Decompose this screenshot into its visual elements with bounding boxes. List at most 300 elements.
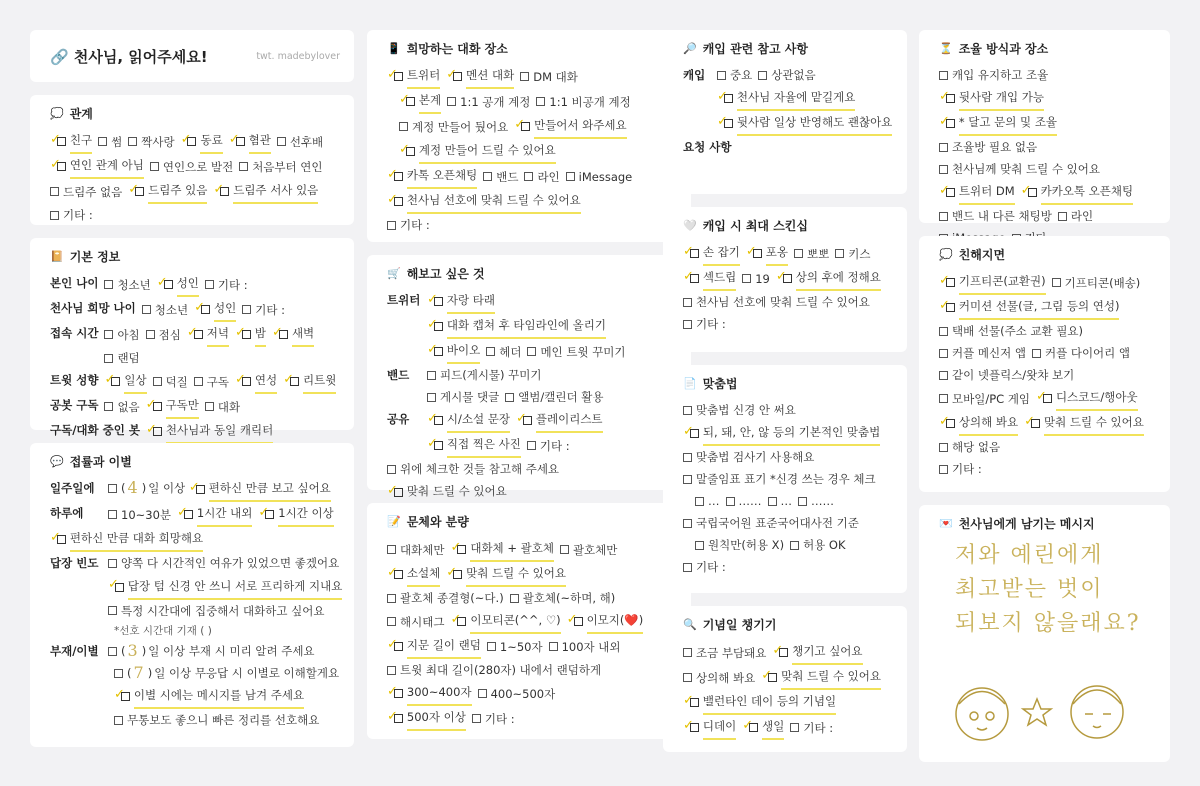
checkbox-item[interactable] [450, 537, 554, 562]
item-text: 라인 [537, 169, 560, 184]
checkbox-item[interactable] [235, 322, 266, 347]
section-title: 조율 방식과 장소 [958, 42, 1049, 56]
checkbox-item[interactable] [239, 154, 322, 179]
checkbox-item[interactable] [939, 320, 1083, 342]
checkbox-item[interactable] [128, 129, 174, 154]
item-text: 게시물 댓글 [440, 390, 500, 404]
checkbox-item[interactable] [446, 64, 514, 89]
checkbox-item[interactable] [520, 64, 578, 89]
check-mark-icon: ✓ [194, 299, 206, 315]
checkbox-item[interactable] [181, 129, 223, 154]
checkbox[interactable] [104, 280, 113, 289]
checkbox-item[interactable] [939, 411, 1018, 436]
option-row [939, 386, 1156, 411]
checkbox[interactable] [798, 497, 807, 506]
checkbox[interactable] [486, 347, 495, 356]
checkbox[interactable] [108, 559, 117, 568]
checkbox[interactable] [683, 406, 692, 415]
checkbox-item[interactable] [683, 640, 766, 665]
checkbox-item[interactable] [1058, 205, 1093, 227]
checkbox-item[interactable] [567, 609, 644, 634]
checkbox[interactable] [683, 673, 692, 682]
checkbox-item[interactable] [387, 706, 466, 731]
checkbox-item[interactable] [939, 386, 1030, 411]
checkbox-item[interactable] [50, 154, 144, 179]
checkbox-item[interactable] [157, 272, 199, 297]
checkbox[interactable] [683, 298, 692, 307]
doodle-illustration [937, 674, 1157, 754]
checkbox-item[interactable] [527, 339, 625, 364]
checkbox-item[interactable] [272, 322, 314, 347]
checkbox-item[interactable] [50, 204, 93, 226]
checkbox[interactable] [524, 172, 533, 181]
checkbox-item[interactable] [758, 64, 815, 86]
checkbox-item[interactable] [104, 322, 139, 347]
item-text: 청소년 [154, 302, 189, 317]
checkbox-item[interactable] [104, 369, 146, 394]
item-text: 캐입 유지하고 조율 [952, 68, 1049, 82]
checkbox[interactable] [104, 402, 113, 411]
row-label: 일주일에 [50, 481, 95, 495]
checkbox-item[interactable] [387, 562, 440, 587]
checkbox-item[interactable] [108, 502, 171, 527]
relationship-card [30, 95, 354, 225]
checkbox[interactable] [108, 606, 117, 615]
option-row [387, 681, 677, 706]
checkbox[interactable] [794, 249, 803, 258]
option-row [939, 295, 1156, 320]
option-row [387, 314, 677, 339]
checkbox[interactable] [758, 71, 767, 80]
checkbox[interactable] [726, 497, 735, 506]
checkbox-item[interactable] [213, 179, 318, 204]
checkbox[interactable] [683, 519, 692, 528]
checkbox-item[interactable] [516, 408, 603, 433]
check-mark-icon: ✓ [515, 410, 527, 426]
checkbox[interactable] [277, 137, 286, 146]
checkbox[interactable] [205, 280, 214, 289]
checkbox-item[interactable] [387, 164, 477, 189]
checkbox-item[interactable] [487, 634, 543, 659]
checkbox-item[interactable] [746, 241, 788, 266]
checkbox-item[interactable] [683, 446, 814, 468]
checkbox-item[interactable] [1036, 386, 1138, 411]
checkbox-item[interactable] [104, 394, 139, 419]
checkbox-item[interactable] [514, 114, 626, 139]
checkbox[interactable] [939, 165, 948, 174]
checkbox[interactable] [387, 465, 396, 474]
checkbox[interactable] [566, 172, 575, 181]
checkbox[interactable] [399, 122, 408, 131]
checkbox-item[interactable] [717, 86, 855, 111]
checkbox-item[interactable] [776, 266, 881, 291]
checkbox-item[interactable] [478, 681, 556, 706]
checkbox-item[interactable] [683, 291, 870, 313]
checkbox-item[interactable] [128, 179, 207, 204]
checkbox-item[interactable] [505, 386, 603, 408]
checkbox-item[interactable] [258, 502, 333, 527]
checkbox-item[interactable] [50, 179, 122, 204]
checkbox-item[interactable] [683, 421, 880, 446]
checkbox[interactable] [239, 162, 248, 171]
checkbox-item[interactable] [153, 369, 188, 394]
checkbox[interactable] [520, 72, 529, 81]
checkbox-item[interactable] [683, 715, 736, 740]
row-label: 구독/대화 중인 봇 [50, 423, 140, 437]
option-row [683, 64, 893, 86]
checkbox-item[interactable] [427, 339, 480, 364]
option-row [939, 458, 1156, 480]
option-row [387, 408, 677, 433]
checkbox-item[interactable] [177, 502, 252, 527]
checkbox-item[interactable] [695, 534, 784, 556]
checkbox-item[interactable] [194, 297, 236, 322]
checkbox-item[interactable] [790, 715, 833, 740]
checkbox-item[interactable] [146, 322, 181, 347]
checkbox-item[interactable] [387, 480, 507, 505]
checkbox[interactable] [146, 330, 155, 339]
checkbox-item[interactable] [794, 241, 829, 266]
checkbox-item[interactable] [939, 295, 1119, 320]
checkbox[interactable] [387, 545, 396, 554]
checkbox[interactable] [50, 187, 59, 196]
checkbox[interactable] [790, 723, 799, 732]
checkbox-item[interactable] [939, 205, 1052, 227]
checkbox[interactable] [114, 669, 123, 678]
checkbox-item[interactable] [695, 490, 720, 512]
checkbox-item[interactable] [387, 634, 481, 659]
checkbox-item[interactable] [683, 241, 740, 266]
item-text: …… [738, 494, 762, 508]
checkbox-item[interactable] [742, 715, 784, 740]
checkbox[interactable] [560, 545, 569, 554]
item-text: 손 잡기 [703, 241, 740, 266]
item-text: 1~50자 [499, 639, 543, 654]
checkbox[interactable] [427, 371, 436, 380]
option-row [683, 640, 893, 665]
checkbox-item[interactable] [483, 164, 518, 189]
checkbox-item[interactable] [772, 640, 862, 665]
checkbox-item[interactable] [450, 609, 560, 634]
item-text: 되, 돼, 안, 않 등의 기본적인 맞춤법 [703, 421, 880, 446]
checkbox-item[interactable] [387, 189, 581, 214]
checkbox-item[interactable] [939, 136, 1037, 158]
checkbox[interactable] [742, 274, 751, 283]
checkbox-item[interactable] [939, 158, 1100, 180]
item-text: 맞춤법 검사기 사용해요 [696, 450, 815, 464]
checkbox-item[interactable] [683, 690, 836, 715]
checkbox-item[interactable] [683, 266, 736, 291]
checkbox[interactable] [242, 305, 251, 314]
checkbox-item[interactable] [283, 369, 336, 394]
checkbox[interactable] [939, 349, 948, 358]
checkbox-item[interactable] [242, 297, 285, 322]
checkbox-item[interactable] [427, 314, 606, 339]
checkbox[interactable] [939, 212, 948, 221]
checkbox-item[interactable] [229, 129, 271, 154]
checkbox-item[interactable] [939, 270, 1046, 295]
checkbox[interactable] [104, 354, 113, 363]
checkbox[interactable] [939, 465, 948, 474]
checkbox-item[interactable] [549, 634, 621, 659]
item-text: 썸 [111, 134, 123, 149]
item-text: 괄호체만 [572, 542, 618, 557]
check-mark-icon: ✓ [114, 686, 125, 702]
checkbox[interactable] [194, 377, 203, 386]
checkbox-item[interactable] [939, 364, 1074, 386]
checkbox[interactable] [114, 716, 123, 725]
checkbox-item[interactable] [427, 408, 510, 433]
checkbox-item[interactable] [510, 587, 616, 609]
item-text: * 달고 문의 및 조율 [959, 111, 1057, 136]
checkbox[interactable] [527, 441, 536, 450]
checkbox-item[interactable] [683, 512, 859, 534]
row-label: 본인 나이 [50, 276, 99, 290]
checkbox-item[interactable] [387, 609, 444, 634]
checkbox-item[interactable] [798, 490, 834, 512]
option-row [683, 86, 893, 111]
checkbox[interactable] [108, 647, 117, 656]
checkbox-item[interactable] [104, 272, 150, 297]
checkbox-item[interactable] [142, 297, 188, 322]
checkbox-item[interactable] [536, 89, 630, 114]
checkbox[interactable] [387, 594, 396, 603]
check-mark-icon: ✓ [235, 324, 246, 340]
checkbox-item[interactable] [726, 490, 762, 512]
item-text: 없음 [117, 399, 140, 414]
checkbox-item[interactable] [717, 111, 892, 136]
checkbox-item[interactable] [235, 369, 277, 394]
checkbox[interactable] [939, 143, 948, 152]
checkbox-item[interactable] [486, 339, 521, 364]
checkbox-item[interactable] [939, 436, 1000, 458]
item-text: 동료 [200, 129, 222, 154]
option-row [683, 421, 893, 446]
checkbox[interactable] [108, 484, 117, 493]
check-mark-icon: ✓ [745, 243, 757, 259]
checkbox[interactable] [536, 97, 545, 106]
checkbox-item[interactable] [939, 342, 1026, 364]
checkbox-item[interactable] [146, 419, 273, 444]
option-row [939, 411, 1156, 436]
checkbox-item[interactable] [683, 665, 755, 690]
checkbox[interactable] [387, 221, 396, 230]
checkbox-item[interactable] [194, 369, 229, 394]
checkbox-item[interactable] [427, 386, 499, 408]
checkbox[interactable] [790, 541, 799, 550]
checkbox-item[interactable] [939, 180, 1015, 205]
checkbox-item[interactable] [683, 556, 726, 578]
checkbox-item[interactable] [187, 322, 229, 347]
checkbox-item[interactable] [387, 587, 504, 609]
checkbox[interactable] [505, 393, 514, 402]
skinship-card [663, 207, 907, 352]
checkbox-item[interactable] [50, 129, 92, 154]
checkbox[interactable] [478, 689, 487, 698]
checkbox-item[interactable] [1032, 342, 1130, 364]
option-row [50, 204, 340, 226]
checkbox[interactable] [939, 443, 948, 452]
checkbox-item[interactable] [427, 364, 542, 386]
checkbox-item[interactable] [566, 164, 633, 189]
checkbox[interactable] [835, 249, 844, 258]
option-row [939, 364, 1156, 386]
checkbox[interactable] [387, 666, 396, 675]
checkbox-item[interactable] [98, 129, 122, 154]
checkbox-item[interactable] [446, 562, 566, 587]
item-text: 해시태그 [400, 614, 445, 629]
checkbox[interactable] [695, 497, 704, 506]
item-text: 일 이상 부재 시 미리 알려 주세요 [148, 644, 315, 658]
checkbox-item[interactable] [1021, 180, 1133, 205]
checkbox[interactable] [683, 475, 692, 484]
checkbox-item[interactable] [277, 129, 323, 154]
check-mark-icon: ✓ [387, 482, 398, 498]
checkbox[interactable] [427, 393, 436, 402]
checkbox-item[interactable] [939, 64, 1048, 86]
item-text: 무통보도 좋으니 빠른 정리를 선호해요 [127, 713, 320, 727]
checkbox[interactable] [510, 594, 519, 603]
absence-value: 3 [127, 641, 140, 660]
checkbox[interactable] [549, 642, 558, 651]
checkbox[interactable] [472, 714, 481, 723]
checkbox-item[interactable] [146, 394, 199, 419]
checkbox[interactable] [205, 402, 214, 411]
checkbox-item[interactable] [387, 214, 430, 236]
checkbox-item[interactable] [150, 154, 233, 179]
checkbox[interactable] [50, 211, 59, 220]
item-text: 1시간 내외 [197, 502, 252, 527]
checkbox[interactable] [939, 371, 948, 380]
option-row [387, 537, 677, 562]
checkbox-item[interactable] [399, 114, 508, 139]
check-mark-icon: ✓ [427, 410, 438, 426]
item-text: 1:1 비공개 계정 [549, 94, 631, 109]
item-text: 상의해 봐요 [959, 411, 1018, 436]
item-text: 편하신 만큼 대화 희망해요 [70, 527, 203, 552]
checkbox-item[interactable] [683, 313, 726, 335]
row-label: 공유 [387, 412, 410, 426]
checkbox-item[interactable] [560, 537, 617, 562]
checkbox[interactable] [1032, 349, 1041, 358]
checkbox-item[interactable] [427, 433, 521, 458]
checkbox-item[interactable] [939, 111, 1057, 136]
checkbox-item[interactable] [1024, 411, 1144, 436]
item-text: 기프티콘(배송) [1064, 275, 1141, 290]
checkbox[interactable] [527, 347, 536, 356]
hourglass-icon: ⏳ [939, 42, 953, 55]
checkbox[interactable] [717, 71, 726, 80]
checkbox-item[interactable] [114, 709, 319, 731]
checkbox[interactable] [683, 320, 692, 329]
checkbox-item[interactable] [399, 89, 441, 114]
option-row [939, 436, 1156, 458]
checkbox-item[interactable] [387, 537, 444, 562]
checkbox[interactable] [1052, 278, 1061, 287]
checkbox[interactable] [108, 510, 117, 519]
checkbox-item[interactable] [790, 534, 845, 556]
checkbox-item[interactable] [205, 394, 240, 419]
checkbox-item[interactable] [399, 139, 556, 164]
checkbox[interactable] [939, 71, 948, 80]
item-text: DM 대화 [533, 69, 578, 84]
checkbox-item[interactable] [835, 241, 870, 266]
checkbox-item[interactable] [472, 706, 515, 731]
check-mark-icon: ✓ [258, 504, 270, 520]
checkbox[interactable] [683, 563, 692, 572]
checkbox[interactable] [939, 327, 948, 336]
checkbox-item[interactable] [104, 347, 139, 369]
checkbox-item[interactable] [108, 575, 342, 600]
row-label: 접속 시간 [50, 326, 99, 340]
checkbox[interactable] [683, 453, 692, 462]
checkbox[interactable] [683, 648, 692, 657]
item-text: 멘션 대화 [466, 64, 514, 89]
checkbox[interactable] [128, 137, 137, 146]
checkbox[interactable] [150, 162, 159, 171]
checkbox[interactable] [487, 642, 496, 651]
checkbox[interactable] [695, 541, 704, 550]
checkbox-item[interactable] [108, 552, 339, 574]
checkbox[interactable] [1058, 212, 1067, 221]
checkbox[interactable] [447, 97, 456, 106]
option-row [387, 433, 677, 458]
checkbox[interactable] [768, 497, 777, 506]
checkbox-item[interactable] [205, 272, 248, 297]
checkbox[interactable] [104, 330, 113, 339]
checkbox-item[interactable] [742, 266, 770, 291]
checkbox-item[interactable] [387, 64, 440, 89]
checkbox[interactable] [153, 377, 162, 386]
checkbox-item[interactable] [427, 289, 495, 314]
check-mark-icon: ✓ [427, 341, 438, 357]
checkbox-item[interactable] [717, 64, 752, 86]
item-text: 기타 : [952, 462, 982, 476]
checkbox-item[interactable] [768, 490, 793, 512]
item-text: 10~30분 [121, 507, 172, 522]
checkbox-item[interactable] [524, 164, 559, 189]
checkbox-item[interactable] [761, 665, 881, 690]
checkbox[interactable] [142, 305, 151, 314]
checkbox-item[interactable] [939, 86, 1044, 111]
memo-icon: 📝 [387, 515, 401, 528]
item-text: 구독만 [166, 394, 199, 419]
section-title: 희망하는 대화 장소 [406, 42, 508, 56]
checkbox-item[interactable] [939, 458, 982, 480]
checkbox-item[interactable] [527, 433, 570, 458]
checkbox-item[interactable] [387, 659, 601, 681]
checkbox-item[interactable] [447, 89, 530, 114]
check-mark-icon: ✓ [50, 156, 61, 172]
checkbox[interactable] [483, 172, 492, 181]
checkbox-item[interactable] [683, 399, 796, 421]
checkbox-item[interactable] [387, 681, 472, 706]
option-row [387, 386, 677, 408]
check-mark-icon: ✓ [717, 113, 728, 129]
checkbox[interactable] [939, 394, 948, 403]
checkbox[interactable] [98, 137, 107, 146]
checkbox-item[interactable] [108, 600, 324, 622]
checkbox-item[interactable] [1052, 270, 1141, 295]
checkbox-item[interactable] [387, 458, 559, 480]
checkbox-item[interactable] [114, 684, 304, 709]
message-line: 최고받는 벗이 [955, 577, 1104, 602]
checkbox[interactable] [387, 617, 396, 626]
option-row [50, 369, 340, 394]
item-text: 허용 OK [803, 538, 846, 552]
item-text: … [780, 494, 792, 508]
checkbox-item[interactable] [683, 468, 876, 490]
